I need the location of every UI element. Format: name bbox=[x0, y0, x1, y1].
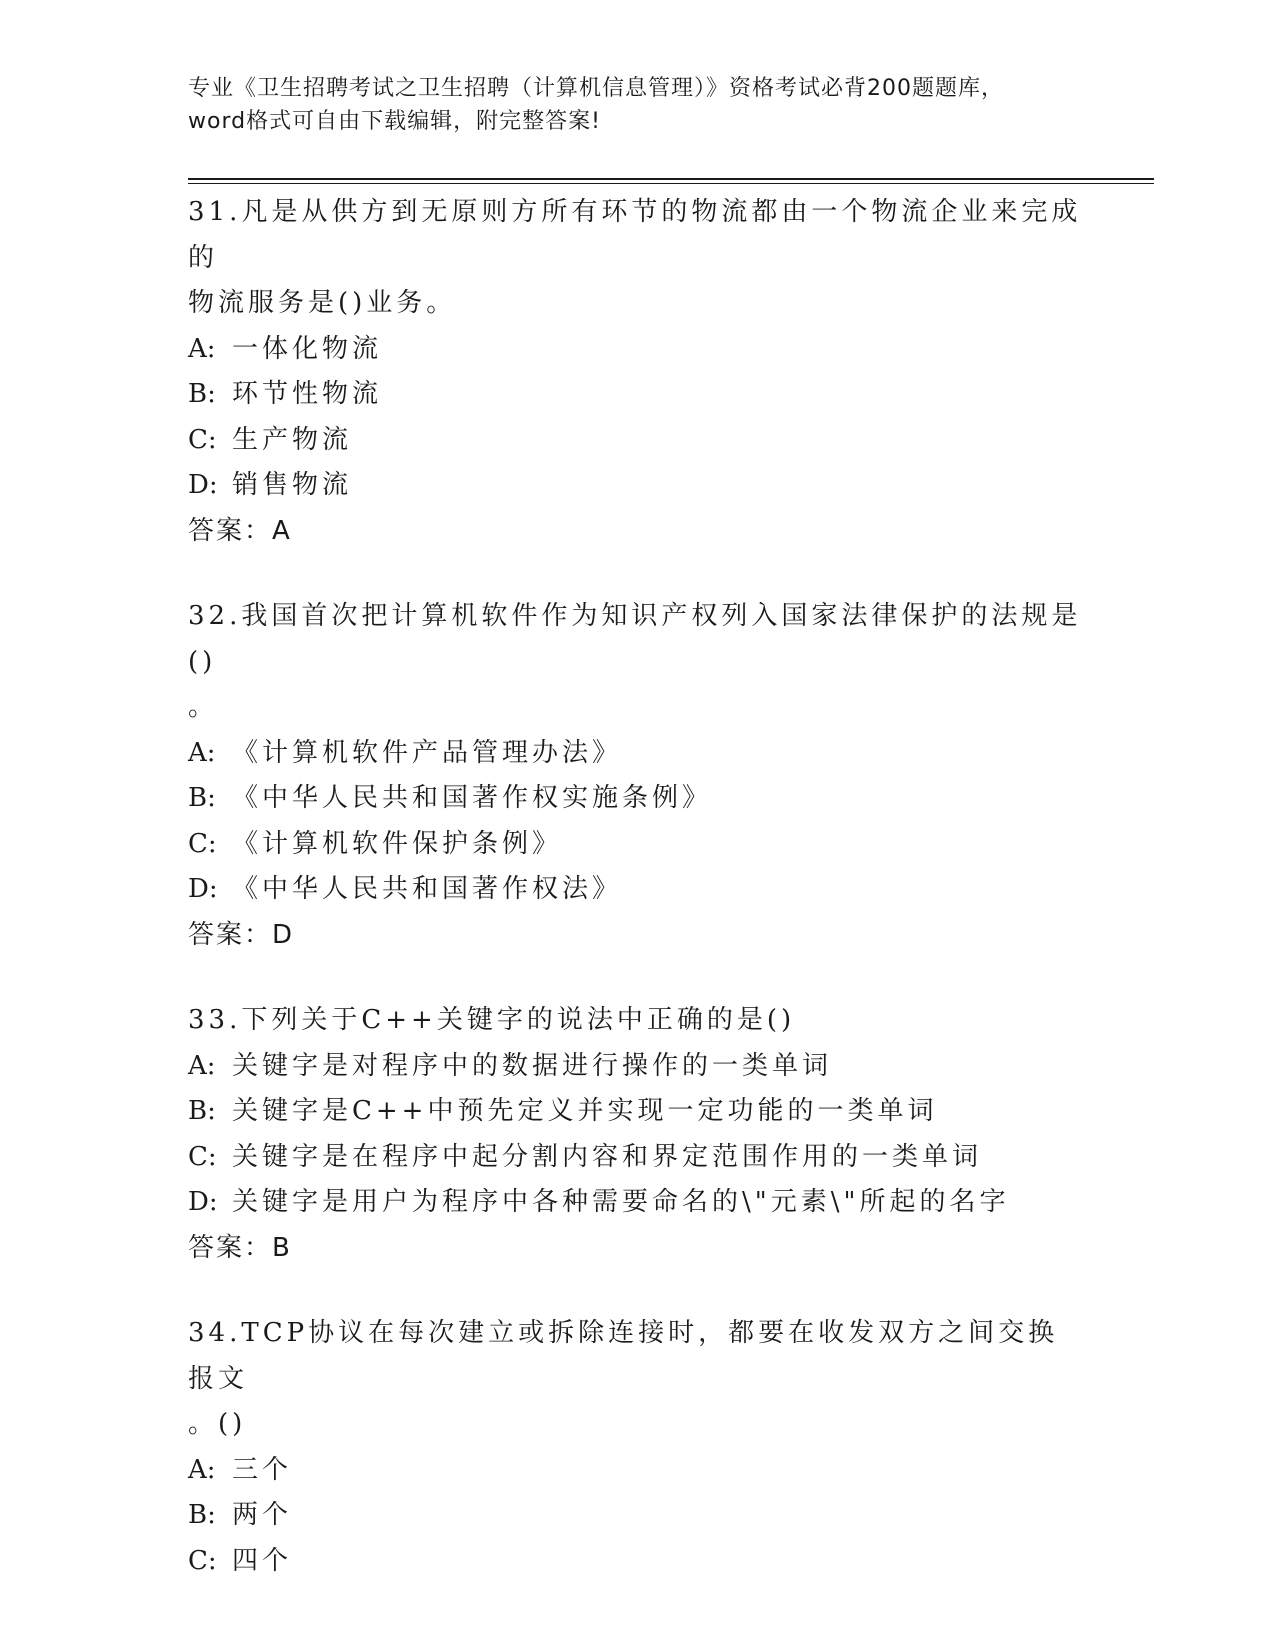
option-b bbox=[188, 1089, 1088, 1135]
option-key: B: bbox=[188, 1096, 216, 1126]
question-32 bbox=[188, 594, 1088, 958]
option-text: 关键字是对程序中的数据进行操作的一类单词 bbox=[232, 1050, 833, 1081]
header-divider-thin bbox=[188, 183, 1154, 184]
header-divider-thick bbox=[188, 178, 1154, 180]
option-text: 《计算机软件产品管理办法》 bbox=[232, 737, 623, 768]
option-key: C: bbox=[188, 424, 217, 455]
question-34 bbox=[188, 1311, 1088, 1584]
option-text: 《中华人民共和国著作权法》 bbox=[232, 874, 623, 904]
question-stem-continued: 。() bbox=[188, 1409, 247, 1439]
option-text: 关键字是在程序中起分割内容和界定范围作用的一类单词 bbox=[232, 1141, 983, 1172]
option-a bbox=[188, 731, 1088, 777]
header-line-1: 专业《卫生招聘考试之卫生招聘（计算机信息管理）》资格考试必背200题题库， bbox=[188, 76, 1004, 101]
option-d bbox=[188, 867, 1088, 913]
option-key: D: bbox=[188, 1187, 218, 1217]
answer-line: 答案：D bbox=[188, 919, 295, 950]
option-text: 两个 bbox=[232, 1500, 293, 1530]
option-text: 三个 bbox=[232, 1454, 293, 1485]
option-text: 生产物流 bbox=[232, 424, 353, 455]
option-text: 四个 bbox=[232, 1545, 293, 1576]
answer-line: 答案：A bbox=[188, 515, 292, 546]
option-key: D: bbox=[188, 874, 218, 904]
option-key: A: bbox=[188, 737, 216, 768]
option-key: C: bbox=[188, 1141, 217, 1172]
document-header bbox=[188, 72, 1088, 138]
header-line-2: word格式可自由下载编辑，附完整答案! bbox=[188, 109, 601, 134]
option-a bbox=[188, 1044, 1088, 1090]
question-31 bbox=[188, 190, 1088, 554]
question-stem-continued: 。 bbox=[188, 692, 219, 722]
option-c bbox=[188, 418, 1088, 464]
option-d bbox=[188, 463, 1088, 509]
option-key: A: bbox=[188, 333, 216, 364]
question-stem: 34.TCP协议在每次建立或拆除连接时，都要在收发双方之间交换报文 bbox=[188, 1318, 1059, 1394]
option-text: 销售物流 bbox=[232, 470, 353, 500]
option-b bbox=[188, 1493, 1088, 1539]
option-key: D: bbox=[188, 470, 218, 500]
question-stem-continued: 物流服务是()业务。 bbox=[188, 288, 457, 318]
option-text: 关键字是用户为程序中各种需要命名的\"元素\"所起的名字 bbox=[232, 1187, 1010, 1217]
question-33 bbox=[188, 998, 1088, 1271]
option-c bbox=[188, 1135, 1088, 1181]
option-text: 关键字是C++中预先定义并实现一定功能的一类单词 bbox=[232, 1096, 938, 1126]
option-a bbox=[188, 327, 1088, 373]
option-key: C: bbox=[188, 828, 217, 859]
option-key: B: bbox=[188, 379, 216, 409]
question-stem: 32.我国首次把计算机软件作为知识产权列入国家法律保护的法规是() bbox=[188, 601, 1082, 677]
question-list bbox=[188, 190, 1088, 1624]
question-stem: 33.下列关于C++关键字的说法中正确的是() bbox=[188, 1005, 796, 1035]
option-key: B: bbox=[188, 1500, 216, 1530]
option-key: A: bbox=[188, 1454, 216, 1485]
option-text: 一体化物流 bbox=[232, 333, 383, 364]
option-c bbox=[188, 822, 1088, 868]
option-key: A: bbox=[188, 1050, 216, 1081]
option-b bbox=[188, 776, 1088, 822]
option-d bbox=[188, 1180, 1088, 1226]
option-c bbox=[188, 1539, 1088, 1585]
question-stem: 31.凡是从供方到无原则方所有环节的物流都由一个物流企业来完成的 bbox=[188, 197, 1082, 273]
answer-line: 答案：B bbox=[188, 1232, 292, 1263]
option-b bbox=[188, 372, 1088, 418]
option-a bbox=[188, 1448, 1088, 1494]
option-text: 《中华人民共和国著作权实施条例》 bbox=[232, 783, 713, 813]
option-text: 环节性物流 bbox=[232, 379, 383, 409]
option-key: B: bbox=[188, 783, 216, 813]
option-key: C: bbox=[188, 1545, 217, 1576]
option-text: 《计算机软件保护条例》 bbox=[232, 828, 563, 859]
